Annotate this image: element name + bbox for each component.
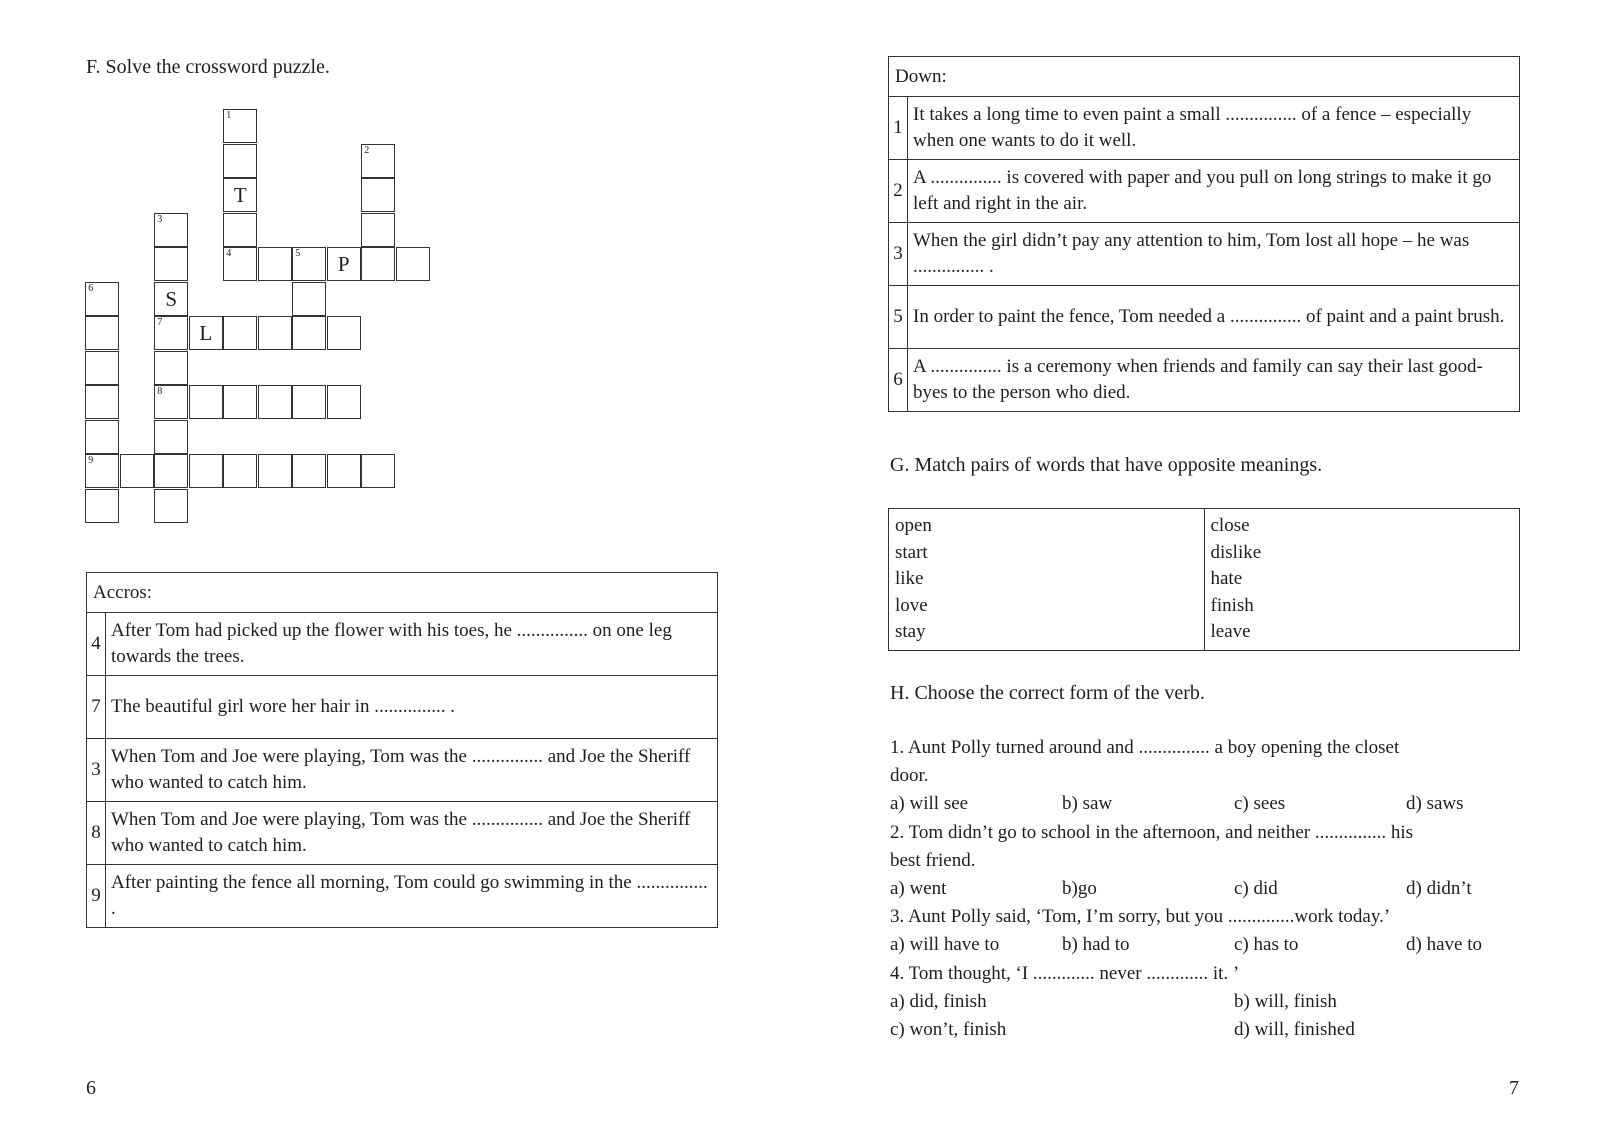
- crossword-cell[interactable]: [292, 247, 326, 281]
- crossword-cell[interactable]: [292, 282, 326, 316]
- option-b[interactable]: b) had to: [1062, 934, 1130, 956]
- clue-start-number: 3: [157, 213, 163, 225]
- crossword-cell[interactable]: [223, 144, 257, 178]
- clue-start-number: 9: [88, 455, 94, 467]
- table-row: [889, 223, 1520, 286]
- crossword-cell[interactable]: [327, 247, 361, 281]
- option-d[interactable]: d) will, finished: [1234, 1018, 1355, 1040]
- crossword-cell[interactable]: [85, 489, 119, 523]
- clue-number: 8: [87, 802, 106, 865]
- down-title: Down:: [889, 57, 1520, 97]
- option-b[interactable]: b) saw: [1062, 793, 1113, 815]
- crossword-cell[interactable]: [361, 247, 395, 281]
- option-c[interactable]: c) won’t, finish: [890, 1018, 1007, 1040]
- clue-text: When Tom and Joe were playing, Tom was the ............... and Joe the Sheriff who wanted to catch him.: [106, 802, 718, 865]
- verb-exercise: [890, 734, 1530, 1044]
- question-text-cont: best friend.: [890, 849, 976, 871]
- table-row: [87, 676, 718, 739]
- crossword-cell[interactable]: [223, 385, 257, 419]
- option-c[interactable]: c) sees: [1234, 793, 1286, 815]
- option-c[interactable]: c) has to: [1234, 934, 1299, 956]
- option-a[interactable]: a) will see: [890, 793, 969, 815]
- crossword-cell[interactable]: [154, 489, 188, 523]
- option-c[interactable]: c) did: [1234, 878, 1278, 899]
- question-text-cont: door.: [890, 765, 929, 787]
- table-row: [889, 97, 1520, 160]
- crossword-cell[interactable]: [292, 385, 326, 419]
- crossword-cell[interactable]: [258, 454, 292, 488]
- list-item: leave: [1210, 621, 1251, 642]
- left-word-list: [889, 509, 1205, 651]
- section-f-heading: F. Solve the crossword puzzle.: [86, 56, 330, 78]
- list-item: stay: [895, 621, 926, 642]
- crossword-cell[interactable]: [223, 316, 257, 350]
- page-number-left: 6: [86, 1077, 96, 1099]
- clue-start-number: 8: [157, 386, 163, 398]
- list-item: hate: [1210, 568, 1243, 589]
- list-item: like: [895, 568, 924, 589]
- page-number-right: 7: [1509, 1077, 1519, 1099]
- crossword-cell[interactable]: [223, 178, 257, 212]
- answer-options: [890, 988, 1530, 1016]
- crossword-cell[interactable]: [361, 144, 395, 178]
- section-h-heading: H. Choose the correct form of the verb.: [890, 682, 1205, 704]
- crossword-cell[interactable]: [223, 247, 257, 281]
- list-item: start: [895, 541, 928, 563]
- opposites-table: [888, 508, 1520, 651]
- section-g-heading: G. Match pairs of words that have opposite meanings.: [890, 454, 1323, 476]
- option-a[interactable]: a) did, finish: [890, 990, 987, 1012]
- clue-number: 3: [87, 739, 106, 802]
- crossword-cell[interactable]: [85, 420, 119, 454]
- crossword-cell[interactable]: [361, 213, 395, 247]
- clue-text: A ............... is a ceremony when friends and family can say their last good-byes to the person who died.: [908, 349, 1520, 412]
- crossword-cell[interactable]: [258, 316, 292, 350]
- crossword-cell[interactable]: [189, 316, 223, 350]
- clue-text: The beautiful girl wore her hair in ............... .: [106, 676, 718, 739]
- crossword-cell[interactable]: [154, 282, 188, 316]
- down-clues-table: [888, 56, 1520, 412]
- given-letter: P: [337, 252, 350, 277]
- answer-options: [890, 931, 1530, 959]
- clue-start-number: 6: [88, 282, 94, 294]
- crossword-cell[interactable]: [154, 351, 188, 385]
- clue-number: 7: [87, 676, 106, 739]
- clue-number: 5: [889, 286, 908, 349]
- clue-text: When the girl didn’t pay any attention to him, Tom lost all hope – he was ............... .: [908, 223, 1520, 286]
- list-item: love: [895, 594, 928, 616]
- option-b[interactable]: b) will, finish: [1234, 990, 1337, 1012]
- table-row: [87, 613, 718, 676]
- clue-start-number: 2: [364, 144, 370, 156]
- crossword-cell[interactable]: [120, 454, 154, 488]
- crossword-cell[interactable]: [327, 385, 361, 419]
- table-row: [87, 802, 718, 865]
- crossword-cell[interactable]: [85, 351, 119, 385]
- crossword-cell[interactable]: [258, 247, 292, 281]
- given-letter: T: [233, 183, 247, 208]
- clue-text: When Tom and Joe were playing, Tom was the ............... and Joe the Sheriff who wanted to catch him.: [106, 739, 718, 802]
- crossword-cell[interactable]: [85, 454, 119, 488]
- question-text: 4. Tom thought, ‘I ............. never ............. it. ’: [890, 962, 1240, 984]
- right-word-list: [1204, 509, 1520, 651]
- crossword-cell[interactable]: [154, 420, 188, 454]
- option-a[interactable]: a) will have to: [890, 934, 1000, 956]
- answer-options: [890, 875, 1530, 903]
- clue-start-number: 4: [226, 248, 232, 260]
- clue-number: 2: [889, 160, 908, 223]
- crossword-cell[interactable]: [361, 454, 395, 488]
- crossword-cell[interactable]: [292, 316, 326, 350]
- crossword-cell[interactable]: [292, 454, 326, 488]
- clue-text: In order to paint the fence, Tom needed a ............... of paint and a paint brush.: [908, 286, 1520, 349]
- across-title: Accros:: [87, 573, 718, 613]
- crossword-cell[interactable]: [361, 178, 395, 212]
- crossword-cell[interactable]: [223, 109, 257, 143]
- crossword-cell[interactable]: [154, 213, 188, 247]
- given-letter: L: [199, 321, 213, 346]
- question-text: 2. Tom didn’t go to school in the afternoon, and neither ............... his: [890, 821, 1414, 843]
- across-clues-table: [86, 572, 718, 928]
- clue-start-number: 5: [295, 248, 301, 260]
- table-row: [889, 349, 1520, 412]
- option-d[interactable]: d) saws: [1406, 793, 1464, 815]
- list-item: finish: [1210, 594, 1254, 616]
- table-row: [87, 739, 718, 802]
- clue-start-number: 7: [157, 317, 163, 329]
- clue-number: 3: [889, 223, 908, 286]
- crossword-cell[interactable]: [154, 385, 188, 419]
- crossword-cell[interactable]: [154, 316, 188, 350]
- crossword-cell[interactable]: [154, 247, 188, 281]
- option-a[interactable]: a) went: [890, 878, 947, 899]
- clue-number: 1: [889, 97, 908, 160]
- clue-text: After Tom had picked up the flower with his toes, he ............... on one leg towards the trees.: [106, 613, 718, 676]
- clue-number: 4: [87, 613, 106, 676]
- crossword-cell[interactable]: [223, 213, 257, 247]
- clue-text: A ............... is covered with paper and you pull on long strings to make it go left and right in the air.: [908, 160, 1520, 223]
- table-row: [889, 286, 1520, 349]
- crossword-cell[interactable]: [327, 454, 361, 488]
- crossword-cell[interactable]: [189, 385, 223, 419]
- list-item: close: [1210, 515, 1250, 536]
- table-row: [87, 865, 718, 928]
- option-d[interactable]: d) have to: [1406, 934, 1482, 956]
- clue-text: After painting the fence all morning, Tom could go swimming in the ............... .: [106, 865, 718, 928]
- crossword-cell[interactable]: [85, 282, 119, 316]
- clue-start-number: 1: [226, 110, 232, 122]
- option-b[interactable]: b)go: [1062, 878, 1097, 899]
- given-letter: S: [165, 286, 178, 311]
- crossword-cell[interactable]: [396, 247, 430, 281]
- crossword-cell[interactable]: [223, 454, 257, 488]
- answer-options: [890, 1016, 1530, 1044]
- clue-number: 9: [87, 865, 106, 928]
- question-text: 1. Aunt Polly turned around and ............... a boy opening the closet: [890, 737, 1400, 758]
- question-text: 3. Aunt Polly said, ‘Tom, I’m sorry, but you ..............work today.’: [890, 906, 1391, 928]
- crossword-cell[interactable]: [85, 385, 119, 419]
- answer-options: [890, 790, 1530, 818]
- crossword-cell[interactable]: [189, 454, 223, 488]
- list-item: open: [895, 515, 932, 536]
- clue-text: It takes a long time to even paint a small ............... of a fence – especially when one wants to do it well.: [908, 97, 1520, 160]
- crossword-cell[interactable]: [258, 385, 292, 419]
- crossword-cell[interactable]: [85, 316, 119, 350]
- clue-number: 6: [889, 349, 908, 412]
- table-row: [889, 160, 1520, 223]
- crossword-cell[interactable]: [327, 316, 361, 350]
- crossword-cell[interactable]: [154, 454, 188, 488]
- list-item: dislike: [1210, 541, 1262, 563]
- option-d[interactable]: d) didn’t: [1406, 878, 1472, 899]
- crossword-grid: [86, 110, 446, 530]
